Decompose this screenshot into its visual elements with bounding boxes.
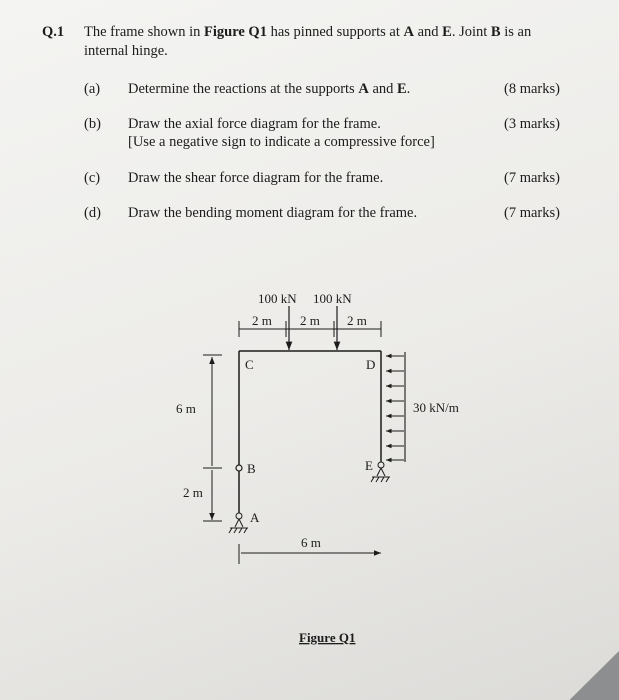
question-number: Q.1 [42,24,65,40]
part-c-text: Draw the shear force diagram for the frame. [128,170,384,186]
joint-a-label: A [250,510,260,525]
question-stem-line2: internal hinge. [84,43,168,59]
load-1-label: 100 kN [258,291,297,306]
width-label: 6 m [301,535,321,550]
part-d-text: Draw the bending moment diagram for the frame. [128,205,418,221]
joint-c-label: C [245,357,254,372]
pin-support-e [371,462,390,482]
udl-label: 30 kN/m [413,400,459,415]
part-b-marks: (3 marks) [504,116,560,132]
part-a-text: Determine the reactions at the supports A and E. [128,81,411,97]
height-total-label: 6 m [176,401,196,416]
part-b-note: [Use a negative sign to indicate a compressive force] [128,134,435,150]
figure-caption: Figure Q1 [299,630,356,645]
pin-support-a [229,513,248,533]
part-a-marks: (8 marks) [504,81,560,97]
part-d-label: (d) [84,205,101,221]
joint-d-label: D [366,357,376,372]
load-2-label: 100 kN [313,291,352,306]
distributed-load [386,352,405,462]
frame-members [239,351,381,513]
hinge-b [236,465,242,471]
part-b-text: Draw the axial force diagram for the frame. [128,116,381,132]
part-d-marks: (7 marks) [504,205,560,221]
span-1-label: 2 m [252,313,272,328]
height-lower-label: 2 m [183,485,203,500]
joint-b-label: B [247,461,256,476]
span-3-label: 2 m [347,313,367,328]
part-c-label: (c) [84,170,101,186]
span-2-label: 2 m [300,313,320,328]
joint-e-label: E [365,458,373,473]
height-dimension [203,355,222,521]
part-b-label: (b) [84,116,101,132]
part-a-label: (a) [84,81,101,97]
part-c-marks: (7 marks) [504,170,560,186]
question-stem-line1: The frame shown in Figure Q1 has pinned supports at A and E. Joint B is an [84,24,532,40]
